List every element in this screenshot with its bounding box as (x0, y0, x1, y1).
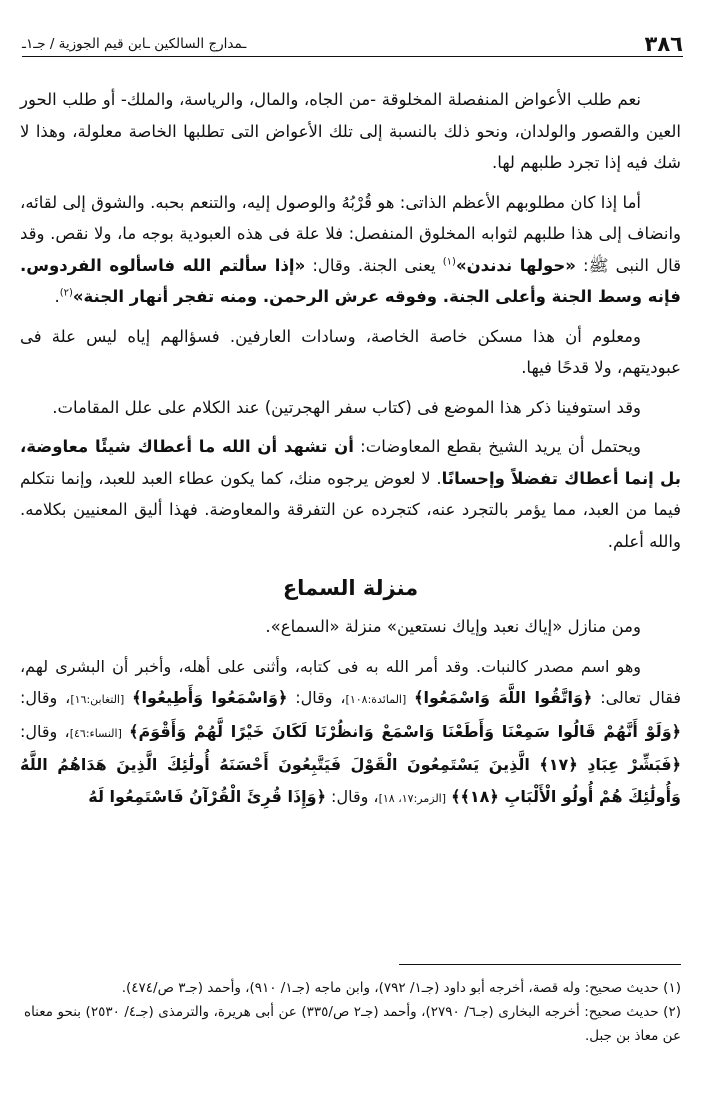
verse-reference-3: [النساء:٤٦] (69, 726, 122, 740)
quran-verse-2: ﴿وَاسْمَعُوا وَأَطِيعُوا﴾ (132, 688, 288, 707)
verse-reference-2: [التغابن:١٦] (70, 693, 125, 706)
footnote-1: (١) حديث صحيح: وله قصة، أخرجه أبو داود (جـ١/ ٧٩٢)، وابن ماجه (جـ١/ ٩١٠)، وأحمد (جـ٣ ص/٤٧٤). (121, 980, 681, 996)
footnote-marker-1: (١) (442, 256, 456, 267)
paragraph-2 (20, 187, 681, 313)
paragraph-7 (20, 651, 681, 815)
hadith-quote-1: «حولها ندندن» (455, 255, 576, 275)
quran-verse-4: ﴿فَبَشِّرْ عِبَادِ ﴿١٧﴾ الَّذِينَ يَسْتَمِعُونَ الْقَوْلَ فَيَتَّبِعُونَ أَحْسَنَهُ أُولَٰئِكَ الَّذِينَ هَدَاهُمُ اللَّهُ وَأُولَٰئِكَ هُمْ أُولُو الْأَلْبَابِ ﴿١٨﴾﴾ (20, 755, 681, 806)
footnotes (24, 976, 681, 1048)
quran-verse-5: ﴿وَإِذَا قُرِئَ الْقُرْآنُ فَاسْتَمِعُوا لَهُ (88, 786, 326, 806)
paragraph-7-text-e: ، وقال: (325, 786, 379, 806)
section-heading: منزلة السماع (282, 576, 419, 600)
hadith-quote-2: «إذا سألتم الله فاسألوه الفردوس. فإنه وسط الجنة وأعلى الجنة. وفوقه عرش الرحمن. ومنه تفجر أنهار الجنة» (20, 255, 681, 306)
footnote-divider (399, 964, 681, 965)
footnote-2: (٢) حديث صحيح: أخرجه البخارى (جـ٦/ ٢٧٩٠)، وأحمد (جـ٢ ص/٣٣٥) عن أبى هريرة، والترمذى (جـ٤/ ٢٥٣٠) بنحو معناه عن معاذ بن جبل. (24, 1004, 681, 1044)
running-title: ـمدارج السالكين ـابن قيم الجوزية / جـ١ـ (22, 36, 247, 52)
paragraph-2-text-b: يعنى الجنة. وقال: (305, 255, 443, 275)
paragraph-3: ومعلوم أن هذا مسكن خاصة الخاصة، وسادات العارفين. فسؤالهم إياه ليس علة فى عبوديتهم، ولا قدحًا فيها. (20, 326, 681, 377)
verse-reference-1: [المائدة:١٠٨] (345, 693, 407, 706)
page-number: ٣٨٦ (644, 32, 683, 56)
paragraph-7-text-a: وهو اسم مصدر كالنبات. وقد أمر الله به فى كتابه، وأثنى على أهله، وأخبر أن البشرى لهم، فقال تعالى: (20, 656, 681, 707)
paragraph-7-text-b: ، وقال: (287, 688, 346, 707)
paragraph-2-end: . (54, 287, 60, 306)
paragraph-5 (20, 431, 681, 557)
quran-verse-1: ﴿وَاتَّقُوا اللَّهَ وَاسْمَعُوا﴾ (414, 688, 593, 707)
verse-reference-4: [الزمر:١٧، ١٨] (378, 791, 447, 805)
running-header (22, 30, 683, 57)
paragraph-5-bold: أن تشهد أن الله ما أعطاك شيئًا معاوضة، بل إنما أعطاك تفضلاً وإحسانًا (20, 437, 681, 488)
paragraph-7-text-c: ، وقال: (20, 688, 71, 707)
paragraph-5-text-b: . لا لعوض يرجوه منك، كما يكون عطاء العبد للعبد، وإنما نتكلم فيما من العبد، مما يؤمر بالتجرد عنه، كتجرده عن التفرقة والمعاوضة. فهذا أليق المعنيين بكلامه. والله أعلم. (20, 468, 681, 551)
paragraph-5-text-a: ويحتمل أن يريد الشيخ بقطع المعاوضات: (353, 437, 641, 456)
paragraph-7-text-d: ، وقال: (20, 721, 70, 741)
paragraph-4: وقد استوفينا ذكر هذا الموضع فى (كتاب سفر الهجرتين) عند الكلام على علل المقامات. (52, 397, 641, 417)
paragraph-6: ومن منازل «إياك نعبد وإياك نستعين» منزلة «السماع». (265, 617, 641, 636)
paragraph-2-text-a: أما إذا كان مطلوبهم الأعظم الذاتى: هو قُرْبُهُ والوصول إليه، والتنعم بحبه. والشوق إلى لقائه، وانضاف إلى هذا طلبهم لثوابه المخلوق المنفصل: فلا علة فى هذه العبودية بوجه ما، ولا نقص. وقد قال النبى ﷺ: (20, 192, 681, 275)
footnote-marker-2: (٢) (59, 287, 73, 299)
quran-verse-3: ﴿وَلَوْ أَنَّهُمْ قَالُوا سَمِعْنَا وَأَطَعْنَا وَاسْمَعْ وَانظُرْنَا لَكَانَ خَيْرًا لَّهُمْ وَأَقْوَمَ﴾ (129, 721, 682, 741)
paragraph-1: نعم طلب الأعواض المنفصلة المخلوقة -من الجاه، والمال، والرياسة، والملك- أو طلب الحور العين والقصور والولدان، ونحو ذلك بالنسبة إلى تلك الأعواض التى تطلبها الخاصة معلولة، وهذا لا شك فيه إذا تجرد طلبهم لها. (20, 90, 681, 172)
main-text (20, 84, 681, 822)
